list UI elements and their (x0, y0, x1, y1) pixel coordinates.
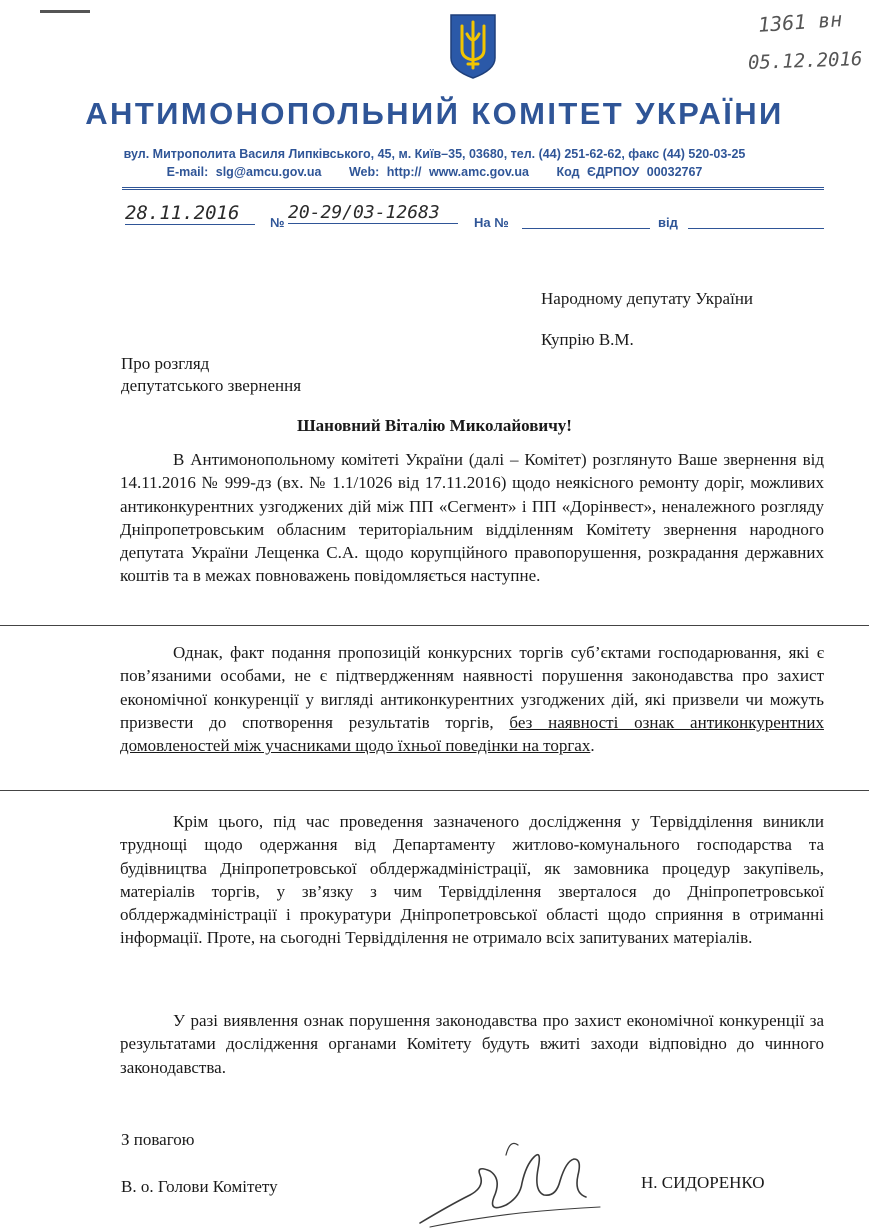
top-mark (40, 10, 90, 13)
date-from-label: від (658, 215, 678, 230)
subject-line-1: Про розгляд (121, 354, 210, 373)
paragraph-4 (120, 1009, 824, 1079)
handwritten-signature (410, 1135, 620, 1229)
separator-line (0, 790, 869, 791)
signer-name: Н. СИДОРЕНКО (641, 1173, 765, 1192)
paragraph-2 (120, 641, 824, 757)
reply-to-label: На № (474, 215, 509, 230)
paragraph-4-text: У разі виявлення ознак порушення законодавства про захист економічної конкуренції за результатами дослідження органами Комітету будуть вжиті заходи відповідно до чинного законодавства. (120, 1011, 824, 1077)
paragraph-1 (120, 448, 824, 588)
subject-line-2: депутатського звернення (121, 376, 302, 395)
outgoing-number: 20-29/03-12683 (288, 202, 458, 224)
recipient-name: Купрію В.М. (541, 330, 634, 349)
organization-name: АНТИМОНОПОЛЬНИЙ КОМІТЕТ УКРАЇНИ (85, 96, 784, 131)
paragraph-2-text: Однак, факт подання пропозицій конкурсних торгів суб’єктами господарювання, які є пов’язаними особами, не є підтвердженням наявності порушення законодавства про захист економічної конкуренції у вигляді антиконкурентних узгоджених дій, які призвели чи можуть призвести до спотворення результатів торгів, (120, 643, 824, 732)
incoming-date: 05.12.2016 (747, 48, 863, 74)
contacts-line (0, 165, 869, 179)
date-from-blank (688, 228, 824, 229)
reply-to-blank (522, 228, 650, 229)
closing-regards: З повагою (121, 1130, 195, 1149)
number-label: № (270, 215, 285, 230)
address-line: вул. Митрополита Василя Липківського, 45, м. Київ–35, 03680, тел. (44) 251-62-62, факс (44) 520-03-25 (123, 147, 746, 161)
outgoing-date: 28.11.2016 (125, 202, 255, 225)
header-rule (122, 187, 824, 190)
paragraph-1-text: В Антимонопольному комітеті України (далі – Комітет) розглянуто Ваше звернення від 14.11.2016 № 999-дз (вх. № 1.1/1026 від 17.11.2016) щодо неякісного ремонту доріг, можливих антиконкурентних узгоджених дій між ПП «Сегмент» і ПП «Дорінвест», неналежного розгляду Дніпропетровським обласним територіальним відділенням Комітету звернення народного депутата України Лещенка С.А. щодо корупційного правопорушення, розкрадання державних коштів та в межах повноважень повідомляється наступне. (120, 450, 824, 586)
greeting: Шановний Віталію Миколайовичу! (297, 416, 572, 435)
edrpou-code: Код ЄДРПОУ 00032767 (556, 165, 703, 179)
trident-emblem-icon (448, 12, 498, 80)
website: Web: http:// www.amc.gov.ua (348, 165, 529, 179)
email: E-mail: slg@amcu.gov.ua (166, 165, 322, 179)
separator-line (0, 625, 869, 626)
signer-position: В. о. Голови Комітету (121, 1177, 278, 1196)
paragraph-2-underlined: без наявності ознак антиконкурентних домовленостей між учасниками щодо їхньої поведінки на торгах (120, 712, 824, 756)
recipient-title: Народному депутату України (541, 289, 754, 308)
paragraph-3 (120, 810, 824, 950)
paragraph-2-end: . (590, 736, 595, 756)
incoming-number: 1361 вн (757, 7, 844, 37)
paragraph-3-text: Крім цього, під час проведення зазначеного дослідження у Тервідділення виникли труднощі щодо одержання від Департаменту житлово-комунального господарства та будівництва Дніпропетровської облдержадміністрації, як замовника процедур закупівель, матеріалів торгів, у зв’язку з чим Тервідділення зверталося до Дніпропетровської облдержадміністрації і прокуратури Дніпропетровської області щодо сприяння в отриманні інформації. Проте, на сьогодні Тервідділення не отримало всіх запитуваних матеріалів. (120, 812, 824, 948)
